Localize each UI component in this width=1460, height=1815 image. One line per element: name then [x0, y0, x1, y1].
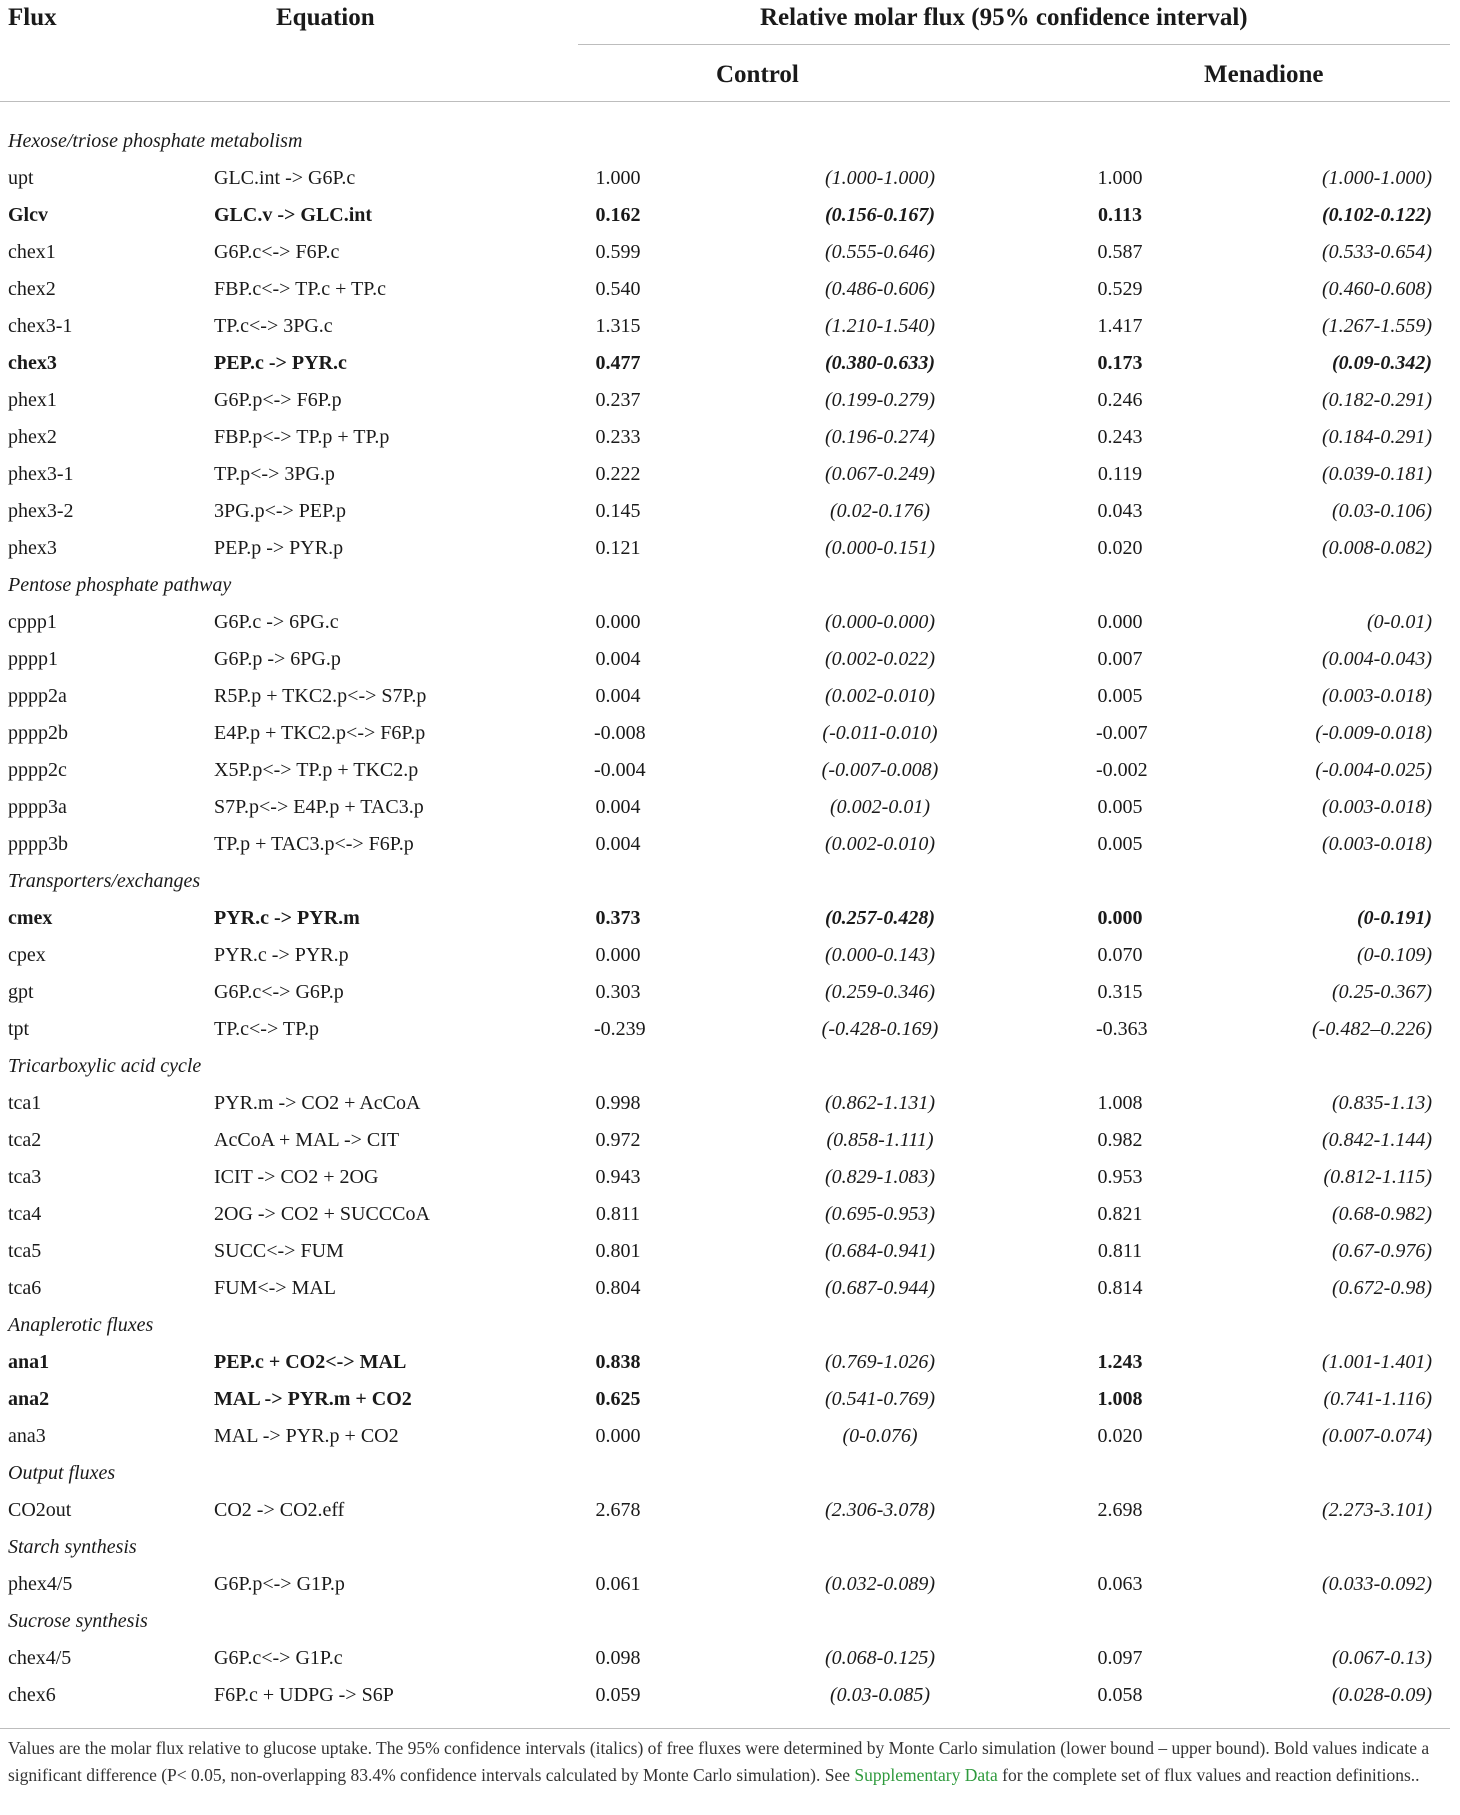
- flux-equation: R5P.p + TKC2.p<-> S7P.p: [214, 685, 427, 707]
- header-equation: Equation: [276, 4, 375, 31]
- flux-name: pppp2a: [8, 685, 67, 707]
- flux-equation: S7P.p<-> E4P.p + TAC3.p: [214, 796, 424, 818]
- header-control: Control: [716, 61, 799, 88]
- flux-name: chex4/5: [8, 1647, 72, 1669]
- menadione-value: 1.008: [1097, 1092, 1143, 1114]
- flux-equation: G6P.c<-> F6P.c: [214, 241, 340, 263]
- flux-equation: F6P.c + UDPG -> S6P: [214, 1684, 394, 1706]
- control-ci: (0.257-0.428): [825, 907, 935, 929]
- flux-equation: TP.p + TAC3.p<-> F6P.p: [214, 833, 414, 855]
- flux-name: tca3: [8, 1166, 42, 1188]
- menadione-value: 0.246: [1097, 389, 1143, 411]
- flux-equation: FBP.c<-> TP.c + TP.c: [214, 278, 387, 300]
- control-value: 0.625: [595, 1388, 641, 1410]
- flux-name: cmex: [8, 907, 53, 929]
- control-value: 0.477: [595, 352, 641, 374]
- flux-name: CO2out: [8, 1499, 72, 1521]
- control-ci: (0.03-0.085): [830, 1684, 930, 1706]
- menadione-value: 1.008: [1097, 1388, 1143, 1410]
- section-title: Anaplerotic fluxes: [8, 1314, 154, 1336]
- menadione-value: 1.000: [1097, 167, 1143, 189]
- menadione-ci: (0.003-0.018): [1322, 685, 1432, 707]
- flux-equation: TP.p<-> 3PG.p: [214, 463, 335, 485]
- control-ci: (0-0.076): [842, 1425, 918, 1447]
- control-ci: (0.541-0.769): [825, 1388, 935, 1410]
- control-ci: (-0.007-0.008): [821, 759, 939, 781]
- flux-equation: G6P.p<-> F6P.p: [214, 389, 342, 411]
- control-value: 0.004: [595, 648, 641, 670]
- table-row: [0, 1122, 1460, 1159]
- menadione-value: -0.363: [1096, 1018, 1148, 1040]
- table-row: [0, 900, 1460, 937]
- menadione-ci: (0.028-0.09): [1332, 1684, 1432, 1706]
- control-ci: (0.555-0.646): [825, 241, 935, 263]
- footnote-text-end: for the complete set of flux values and reaction definitions..: [997, 1765, 1420, 1785]
- menadione-value: 0.005: [1097, 833, 1143, 855]
- menadione-value: 1.417: [1097, 315, 1143, 337]
- flux-equation: E4P.p + TKC2.p<-> F6P.p: [214, 722, 426, 744]
- table-footnote: [8, 1735, 1453, 1789]
- control-ci: (0.196-0.274): [825, 426, 935, 448]
- table-row: [0, 419, 1460, 456]
- flux-name: phex4/5: [8, 1573, 73, 1595]
- flux-equation: FBP.p<-> TP.p + TP.p: [214, 426, 390, 448]
- menadione-ci: (0.003-0.018): [1322, 833, 1432, 855]
- menadione-value: 0.007: [1097, 648, 1143, 670]
- menadione-value: 1.243: [1097, 1351, 1143, 1373]
- flux-name: cpex: [8, 944, 46, 966]
- table-row: [0, 1011, 1460, 1048]
- flux-name: gpt: [8, 981, 34, 1003]
- table-row: [0, 715, 1460, 752]
- control-value: 0.972: [595, 1129, 641, 1151]
- flux-name: phex1: [8, 389, 57, 411]
- control-value: 0.162: [595, 204, 641, 226]
- flux-equation: PEP.p -> PYR.p: [214, 537, 344, 559]
- control-value: 0.804: [595, 1277, 641, 1299]
- flux-equation: TP.c<-> 3PG.c: [214, 315, 333, 337]
- flux-equation: G6P.p<-> G1P.p: [214, 1573, 345, 1595]
- table-row: [0, 752, 1460, 789]
- flux-name: chex6: [8, 1684, 56, 1706]
- table-row: [0, 604, 1460, 641]
- control-ci: (0.684-0.941): [825, 1240, 935, 1262]
- control-ci: (0.687-0.944): [825, 1277, 935, 1299]
- menadione-ci: (0.102-0.122): [1322, 204, 1432, 226]
- flux-equation: PEP.c + CO2<-> MAL: [214, 1351, 407, 1373]
- table-row: [0, 1677, 1460, 1714]
- control-ci: (0.002-0.01): [830, 796, 930, 818]
- menadione-ci: (0.25-0.367): [1332, 981, 1432, 1003]
- table-row: [0, 530, 1460, 567]
- flux-name: tpt: [8, 1018, 30, 1040]
- control-value: -0.239: [594, 1018, 646, 1040]
- control-value: 0.145: [595, 500, 641, 522]
- menadione-ci: (0.812-1.115): [1323, 1166, 1432, 1188]
- control-ci: (1.000-1.000): [825, 167, 935, 189]
- menadione-value: 0.020: [1097, 1425, 1143, 1447]
- control-ci: (0.858-1.111): [826, 1129, 934, 1151]
- control-ci: (0.002-0.022): [825, 648, 935, 670]
- section-header: [0, 1048, 1460, 1085]
- menadione-value: 0.821: [1097, 1203, 1143, 1225]
- control-ci: (0.02-0.176): [830, 500, 930, 522]
- control-value: 0.000: [595, 611, 641, 633]
- menadione-value: 0.020: [1097, 537, 1143, 559]
- header-flux: Flux: [8, 4, 57, 31]
- menadione-ci: (0.182-0.291): [1322, 389, 1432, 411]
- flux-name: pppp3a: [8, 796, 67, 818]
- header-relative-molar-flux: Relative molar flux (95% confidence interval): [760, 4, 1248, 31]
- flux-equation: G6P.c<-> G6P.p: [214, 981, 344, 1003]
- menadione-ci: (0.67-0.976): [1332, 1240, 1432, 1262]
- control-ci: (0.032-0.089): [825, 1573, 935, 1595]
- table-row: [0, 308, 1460, 345]
- control-value: 0.004: [595, 796, 641, 818]
- menadione-ci: (2.273-3.101): [1322, 1499, 1432, 1521]
- control-value: 0.004: [595, 685, 641, 707]
- flux-equation: PYR.c -> PYR.p: [214, 944, 349, 966]
- control-value: 0.061: [595, 1573, 641, 1595]
- table-row: [0, 789, 1460, 826]
- flux-name: tca2: [8, 1129, 42, 1151]
- flux-name: tca4: [8, 1203, 42, 1225]
- control-value: 0.237: [595, 389, 641, 411]
- table-row: [0, 1270, 1460, 1307]
- flux-equation: PYR.c -> PYR.m: [214, 907, 360, 929]
- flux-equation: G6P.c<-> G1P.c: [214, 1647, 343, 1669]
- flux-name: cppp1: [8, 611, 57, 633]
- menadione-value: 0.070: [1097, 944, 1143, 966]
- control-value: 0.540: [595, 278, 641, 300]
- flux-name: tca6: [8, 1277, 42, 1299]
- flux-equation: AcCoA + MAL -> CIT: [214, 1129, 400, 1151]
- control-value: 0.000: [595, 944, 641, 966]
- flux-name: pppp2b: [8, 722, 68, 744]
- control-value: 0.373: [595, 907, 641, 929]
- menadione-ci: (0-0.109): [1357, 944, 1432, 966]
- menadione-value: 0.058: [1097, 1684, 1143, 1706]
- flux-equation: ICIT -> CO2 + 2OG: [214, 1166, 379, 1188]
- flux-name: ana1: [8, 1351, 50, 1373]
- flux-name: tca1: [8, 1092, 42, 1114]
- control-ci: (0.067-0.249): [825, 463, 935, 485]
- table-row: [0, 1640, 1460, 1677]
- control-ci: (0.769-1.026): [825, 1351, 935, 1373]
- table-row: [0, 456, 1460, 493]
- section-header: [0, 567, 1460, 604]
- control-value: 0.098: [595, 1647, 641, 1669]
- menadione-ci: (0.533-0.654): [1322, 241, 1432, 263]
- flux-equation: GLC.v -> GLC.int: [214, 204, 373, 226]
- menadione-ci: (0.004-0.043): [1322, 648, 1432, 670]
- menadione-value: 0.119: [1097, 463, 1143, 485]
- section-title: Starch synthesis: [8, 1536, 137, 1558]
- menadione-value: 0.063: [1097, 1573, 1143, 1595]
- section-header: [0, 1529, 1460, 1566]
- section-title: Tricarboxylic acid cycle: [8, 1055, 202, 1077]
- section-title: Output fluxes: [8, 1462, 116, 1484]
- table-row: [0, 1085, 1460, 1122]
- control-ci: (0.380-0.633): [825, 352, 935, 374]
- menadione-ci: (0-0.191): [1357, 907, 1432, 929]
- menadione-value: 0.982: [1097, 1129, 1143, 1151]
- flux-equation: X5P.p<-> TP.p + TKC2.p: [214, 759, 419, 781]
- menadione-ci: (0.067-0.13): [1332, 1647, 1432, 1669]
- section-header: [0, 1603, 1460, 1640]
- table-row: [0, 1159, 1460, 1196]
- control-value: 2.678: [595, 1499, 641, 1521]
- menadione-ci: (0.03-0.106): [1332, 500, 1432, 522]
- supplementary-data-link[interactable]: Supplementary Data: [854, 1765, 998, 1785]
- table-row: [0, 1492, 1460, 1529]
- table-row: [0, 974, 1460, 1011]
- flux-name: Glcv: [8, 204, 48, 226]
- menadione-value: 0.005: [1097, 796, 1143, 818]
- menadione-value: 0.243: [1097, 426, 1143, 448]
- menadione-ci: (0-0.01): [1367, 611, 1432, 633]
- table-row: [0, 1418, 1460, 1455]
- control-value: 0.838: [595, 1351, 641, 1373]
- menadione-value: 0.529: [1097, 278, 1143, 300]
- section-header: [0, 1455, 1460, 1492]
- table-row: [0, 382, 1460, 419]
- control-ci: (0.695-0.953): [825, 1203, 935, 1225]
- control-ci: (1.210-1.540): [825, 315, 935, 337]
- flux-name: phex2: [8, 426, 57, 448]
- section-title: Transporters/exchanges: [8, 870, 201, 892]
- menadione-ci: (1.001-1.401): [1322, 1351, 1432, 1373]
- control-ci: (0.000-0.151): [825, 537, 935, 559]
- table-row: [0, 1566, 1460, 1603]
- control-ci: (0.002-0.010): [825, 833, 935, 855]
- menadione-ci: (-0.482–0.226): [1312, 1018, 1432, 1040]
- menadione-ci: (0.008-0.082): [1322, 537, 1432, 559]
- menadione-ci: (1.267-1.559): [1322, 315, 1432, 337]
- control-ci: (-0.011-0.010): [822, 722, 938, 744]
- table-row: [0, 1196, 1460, 1233]
- flux-equation: 2OG -> CO2 + SUCCCoA: [214, 1203, 430, 1225]
- header-menadione: Menadione: [1204, 61, 1324, 88]
- control-value: 0.233: [595, 426, 641, 448]
- flux-equation: MAL -> PYR.m + CO2: [214, 1388, 412, 1410]
- control-value: 1.000: [595, 167, 641, 189]
- table-row: [0, 271, 1460, 308]
- flux-name: phex3: [8, 537, 57, 559]
- flux-equation: G6P.c -> 6PG.c: [214, 611, 339, 633]
- control-value: 0.000: [595, 1425, 641, 1447]
- menadione-value: 0.315: [1097, 981, 1143, 1003]
- flux-equation: FUM<-> MAL: [214, 1277, 337, 1299]
- table-row: [0, 234, 1460, 271]
- flux-name: pppp3b: [8, 833, 68, 855]
- table-row: [0, 493, 1460, 530]
- menadione-ci: (0.007-0.074): [1322, 1425, 1432, 1447]
- control-value: 0.121: [595, 537, 641, 559]
- table-row: [0, 826, 1460, 863]
- menadione-value: 0.043: [1097, 500, 1143, 522]
- control-ci: (0.000-0.000): [825, 611, 935, 633]
- flux-name: chex3-1: [8, 315, 73, 337]
- table-row: [0, 678, 1460, 715]
- flux-name: pppp1: [8, 648, 58, 670]
- menadione-value: -0.002: [1096, 759, 1148, 781]
- flux-name: ana3: [8, 1425, 46, 1447]
- footnote-text: Values are the molar flux relative to glucose uptake. The 95% confidence intervals (italics) of free fluxes were determined by Monte Carlo simulation (lower bound – upper bound). Bold values indicate a significant difference (P< 0.05, non-overlapping 83.4% confidence intervals calculated by Monte Carlo simulation). See: [8, 1738, 1430, 1785]
- menadione-value: 0.814: [1097, 1277, 1143, 1299]
- menadione-ci: (0.003-0.018): [1322, 796, 1432, 818]
- menadione-ci: (1.000-1.000): [1322, 167, 1432, 189]
- control-ci: (0.156-0.167): [825, 204, 935, 226]
- menadione-value: 0.097: [1097, 1647, 1143, 1669]
- control-value: 0.059: [595, 1684, 641, 1706]
- menadione-value: 0.953: [1097, 1166, 1143, 1188]
- group-underline: [578, 44, 1450, 45]
- menadione-value: 0.005: [1097, 685, 1143, 707]
- control-value: 0.811: [595, 1203, 641, 1225]
- menadione-ci: (0.68-0.982): [1332, 1203, 1432, 1225]
- menadione-ci: (0.835-1.13): [1332, 1092, 1432, 1114]
- section-header: [0, 863, 1460, 900]
- control-value: 0.943: [595, 1166, 641, 1188]
- control-ci: (0.259-0.346): [825, 981, 935, 1003]
- table-row: [0, 345, 1460, 382]
- menadione-value: -0.007: [1096, 722, 1148, 744]
- control-value: 0.303: [595, 981, 641, 1003]
- control-ci: (0.068-0.125): [825, 1647, 935, 1669]
- control-value: 0.222: [595, 463, 641, 485]
- control-value: 0.801: [595, 1240, 641, 1262]
- flux-name: pppp2c: [8, 759, 67, 781]
- flux-name: phex3-1: [8, 463, 74, 485]
- control-ci: (0.002-0.010): [825, 685, 935, 707]
- flux-name: ana2: [8, 1388, 50, 1410]
- flux-equation: SUCC<-> FUM: [214, 1240, 344, 1262]
- table-row: [0, 937, 1460, 974]
- menadione-ci: (0.184-0.291): [1322, 426, 1432, 448]
- section-title: Pentose phosphate pathway: [8, 574, 232, 596]
- control-value: 0.998: [595, 1092, 641, 1114]
- menadione-ci: (0.039-0.181): [1322, 463, 1432, 485]
- flux-equation: GLC.int -> G6P.c: [214, 167, 356, 189]
- menadione-ci: (-0.009-0.018): [1315, 722, 1432, 744]
- menadione-value: 0.000: [1097, 611, 1143, 633]
- menadione-value: 2.698: [1097, 1499, 1143, 1521]
- control-value: -0.008: [594, 722, 646, 744]
- flux-equation: PEP.c -> PYR.c: [214, 352, 347, 374]
- menadione-value: 0.587: [1097, 241, 1143, 263]
- section-header: [0, 1307, 1460, 1344]
- control-ci: (0.199-0.279): [825, 389, 935, 411]
- menadione-ci: (0.672-0.98): [1332, 1277, 1432, 1299]
- table-row: [0, 160, 1460, 197]
- section-title: Sucrose synthesis: [8, 1610, 148, 1632]
- table-row: [0, 197, 1460, 234]
- flux-name: chex1: [8, 241, 56, 263]
- flux-equation: CO2 -> CO2.eff: [214, 1499, 345, 1521]
- flux-equation: PYR.m -> CO2 + AcCoA: [214, 1092, 421, 1114]
- flux-name: chex2: [8, 278, 56, 300]
- control-value: 0.599: [595, 241, 641, 263]
- menadione-ci: (0.460-0.608): [1322, 278, 1432, 300]
- section-title: Hexose/triose phosphate metabolism: [8, 130, 303, 152]
- menadione-ci: (0.09-0.342): [1332, 352, 1432, 374]
- menadione-value: 0.000: [1097, 907, 1143, 929]
- control-ci: (0.486-0.606): [825, 278, 935, 300]
- control-ci: (0.000-0.143): [825, 944, 935, 966]
- menadione-value: 0.113: [1098, 204, 1142, 226]
- menadione-ci: (-0.004-0.025): [1315, 759, 1432, 781]
- flux-equation: G6P.p -> 6PG.p: [214, 648, 341, 670]
- control-value: -0.004: [594, 759, 646, 781]
- header-bottom-rule: [0, 101, 1450, 102]
- table-row: [0, 1344, 1460, 1381]
- control-value: 0.004: [595, 833, 641, 855]
- flux-name: upt: [8, 167, 34, 189]
- menadione-ci: (0.741-1.116): [1323, 1388, 1432, 1410]
- menadione-ci: (0.842-1.144): [1322, 1129, 1432, 1151]
- flux-name: chex3: [8, 352, 57, 374]
- section-header: [0, 123, 1460, 160]
- control-ci: (0.829-1.083): [825, 1166, 935, 1188]
- flux-equation: TP.c<-> TP.p: [214, 1018, 319, 1040]
- flux-name: tca5: [8, 1240, 42, 1262]
- flux-equation: 3PG.p<-> PEP.p: [214, 500, 347, 522]
- flux-equation: MAL -> PYR.p + CO2: [214, 1425, 399, 1447]
- table-row: [0, 1233, 1460, 1270]
- control-ci: (2.306-3.078): [825, 1499, 935, 1521]
- flux-name: phex3-2: [8, 500, 74, 522]
- table-bottom-rule: [0, 1728, 1450, 1729]
- control-ci: (0.862-1.131): [825, 1092, 935, 1114]
- table-row: [0, 1381, 1460, 1418]
- table-row: [0, 641, 1460, 678]
- control-value: 1.315: [595, 315, 641, 337]
- menadione-value: 0.811: [1097, 1240, 1143, 1262]
- menadione-value: 0.173: [1097, 352, 1143, 374]
- control-ci: (-0.428-0.169): [821, 1018, 939, 1040]
- menadione-ci: (0.033-0.092): [1322, 1573, 1432, 1595]
